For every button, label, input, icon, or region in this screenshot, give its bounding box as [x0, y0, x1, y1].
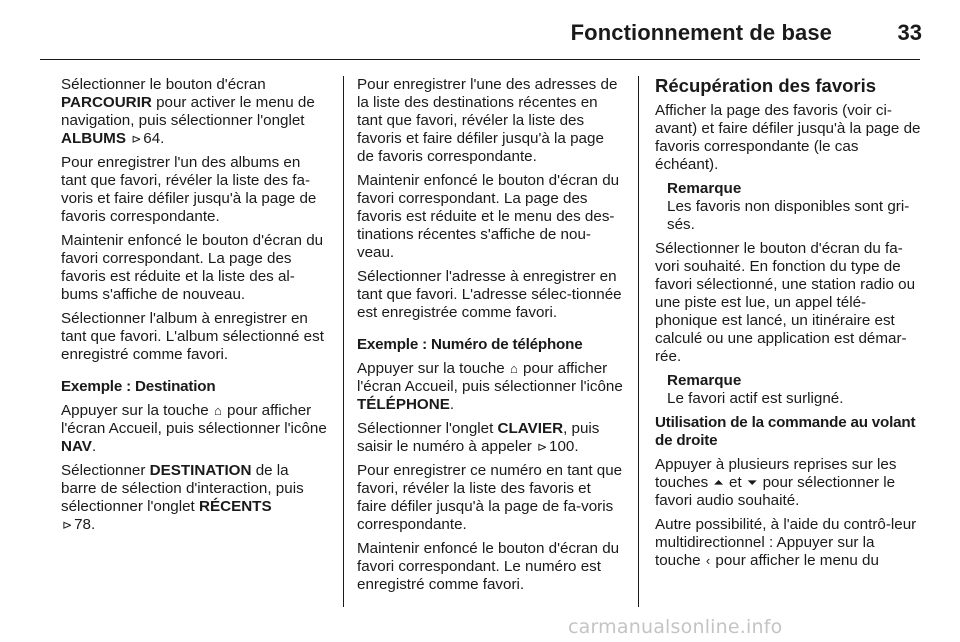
paragraph: Pour enregistrer l'une des adresses de la liste des destinations récentes en tant que favori, révéler la liste des favoris et faire défiler jusqu'à la page de favoris correspondante.	[357, 76, 618, 165]
page-reference-arrow-icon: ⊳	[536, 440, 548, 454]
paragraph: Appuyer sur la touche ⌂ pour afficher l'écran Accueil, puis sélectionner l'icône NAV.	[61, 402, 327, 455]
page-reference[interactable]: 100.	[549, 438, 579, 455]
column-1	[61, 76, 327, 540]
header-divider	[40, 59, 920, 60]
note-label: Remarque	[667, 180, 742, 197]
paragraph: Autre possibilité, à l'aide du contrô-leur multidirectionnel : Appuyer sur la touche ‹ pour afficher le menu du	[655, 516, 917, 569]
note-box	[667, 180, 921, 234]
page-title: Fonctionnement de base	[570, 20, 832, 45]
paragraph: Maintenir enfoncé le bouton d'écran du favori correspondant. Le numéro est enregistré comme favori.	[357, 540, 620, 593]
page-reference[interactable]: 64.	[143, 130, 165, 147]
example-heading: Exemple : Numéro de téléphone	[357, 336, 583, 353]
watermark: carmanualsonline.info	[568, 616, 783, 638]
column-3	[655, 76, 921, 576]
steering-up-icon: ⏶	[713, 475, 724, 490]
page-reference[interactable]: 78.	[74, 516, 96, 533]
example-heading: Exemple : Destination	[61, 378, 216, 395]
paragraph: Sélectionner l'album à enregistrer en tant que favori. L'album sélectionné est enregistré comme favori.	[61, 310, 324, 363]
paragraph: Sélectionner l'onglet CLAVIER, puis saisir le numéro à appeler ⊳ 100.	[357, 420, 600, 455]
note-text: Les favoris non disponibles sont gri-sés.	[667, 198, 910, 233]
note-text: Le favori actif est surligné.	[667, 390, 844, 407]
note-label: Remarque	[667, 372, 742, 389]
steering-down-icon: ⏷	[746, 475, 758, 490]
column-divider-1	[343, 76, 344, 607]
paragraph: Appuyer sur la touche ⌂ pour afficher l'écran Accueil, puis sélectionner l'icône TÉLÉPHONE.	[357, 360, 623, 413]
paragraph: Pour enregistrer ce numéro en tant que favori, révéler la liste des favoris et faire défiler jusqu'à la page de fa-voris correspondante.	[357, 462, 623, 533]
sub-heading: Utilisation de la commande au volant de droite	[655, 414, 916, 449]
column-2	[357, 76, 623, 600]
paragraph: Sélectionner DESTINATION de la barre de sélection d'interaction, puis sélectionner l'onglet RÉCENTS ⊳ 78.	[61, 462, 304, 533]
page-reference-arrow-icon: ⊳	[131, 132, 142, 146]
paragraph: Pour enregistrer l'un des albums en tant que favori, révéler la liste des fa-voris et faire défiler jusqu'à la page de favoris correspondante.	[61, 154, 317, 225]
paragraph: Maintenir enfoncé le bouton d'écran du favori correspondant. La page des favoris est réduite et la liste des al-bums s'affiche de nouveau.	[61, 232, 324, 303]
home-icon: ⌂	[509, 361, 518, 376]
paragraph: Sélectionner l'adresse à enregistrer en tant que favori. L'adresse sélec-tionnée est enregistrée comme favori.	[357, 268, 622, 321]
page-number: 33	[897, 20, 922, 45]
column-divider-2	[638, 76, 639, 607]
paragraph: Maintenir enfoncé le bouton d'écran du favori correspondant. La page des favoris est réduite et le menu des des-tinations récentes s'affiche de nou-veau.	[357, 172, 620, 261]
home-icon: ⌂	[213, 403, 222, 418]
paragraph: Appuyer à plusieurs reprises sur les touches ⏶ et ⏷ pour sélectionner le favori audio souhaité.	[655, 456, 897, 509]
chevron-left-icon: ‹	[705, 553, 711, 568]
paragraph: Afficher la page des favoris (voir ci-avant) et faire défiler jusqu'à la page de favoris correspondante (le cas échéant).	[655, 102, 921, 173]
section-heading: Récupération des favoris	[655, 75, 877, 96]
paragraph: Sélectionner le bouton d'écran PARCOURIR pour activer le menu de navigation, puis sélectionner l'onglet ALBUMS ⊳ 64.	[61, 76, 315, 147]
page-reference-arrow-icon: ⊳	[62, 518, 73, 532]
note-box	[667, 372, 921, 408]
paragraph: Sélectionner le bouton d'écran du fa-vori souhaité. En fonction du type de favori sélectionné, une station radio ou une piste est lue, un appel télé-phonique est lancé, un itinéraire est calculé ou une application est démar-rée.	[655, 240, 916, 365]
